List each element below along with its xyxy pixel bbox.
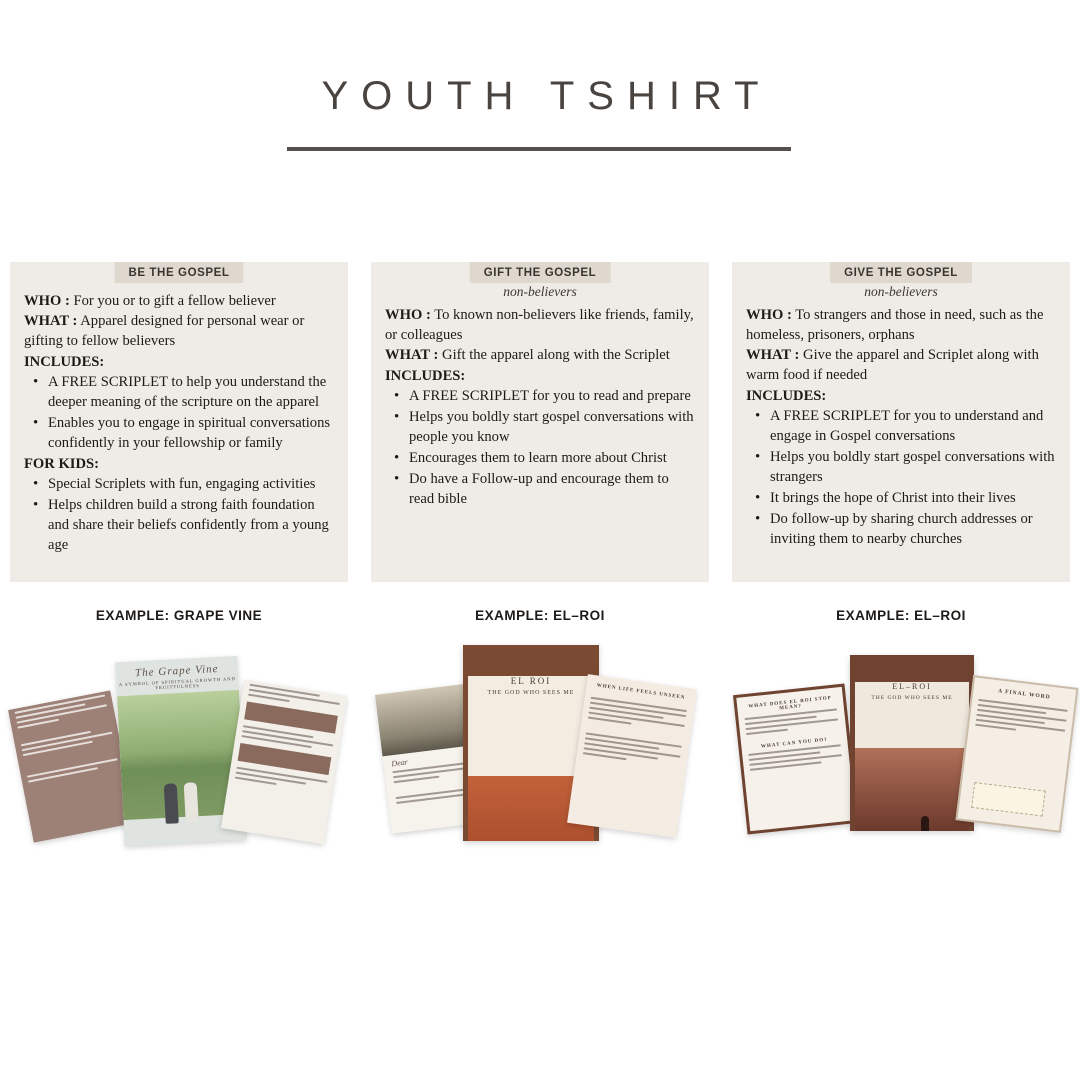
- list-item: • Helps children build a strong faith foundation and share their beliefs confidently from a young age: [46, 496, 334, 556]
- who-text: For you or to gift a fellow believer: [73, 293, 276, 309]
- product-mockup-3: [732, 637, 1070, 897]
- badge-give-the-gospel: GIVE THE GOSPEL: [830, 262, 972, 283]
- what-label: WHAT :: [385, 346, 439, 363]
- silhouette-figure: [921, 816, 929, 831]
- product-mockup-2: [371, 637, 709, 897]
- list-item: • Helps you boldly start gospel conversations with people you know: [407, 408, 695, 448]
- scriplet-inner-card: [567, 674, 697, 838]
- mockup-card-title: The Grape Vine: [134, 662, 219, 680]
- product-mockup-1: [10, 637, 348, 897]
- includes-heading: INCLUDES:: [24, 353, 105, 370]
- who-label: WHO :: [385, 307, 431, 323]
- list-item: • Do follow-up by sharing church addresses or inviting them to nearby churches: [768, 510, 1056, 550]
- includes-heading: INCLUDES:: [385, 367, 466, 384]
- list-item: • Enables you to engage in spiritual conversations confidently in your fellowship or family: [46, 414, 334, 454]
- scriplet-inner-card: [221, 680, 347, 844]
- who-text: To strangers and those in need, such as the homeless, prisoners, orphans: [746, 307, 1044, 343]
- who-line: [24, 292, 334, 312]
- title-divider: [287, 147, 791, 151]
- badge-be-the-gospel: BE THE GOSPEL: [114, 262, 243, 283]
- what-label: WHAT :: [24, 312, 78, 329]
- dashed-note-box: [971, 782, 1046, 817]
- cover-inner: [855, 682, 969, 831]
- who-line: [746, 306, 1056, 346]
- who-label: WHO :: [746, 307, 792, 323]
- list-item: • A FREE SCRIPLET to help you understand the deeper meaning of the scripture on the apparel: [46, 373, 334, 413]
- who-text: To known non-believers like friends, family, or colleagues: [385, 307, 694, 343]
- what-line: [24, 312, 334, 352]
- for-kids-heading: FOR KIDS:: [24, 455, 99, 472]
- example-label-2: EXAMPLE: EL–ROI: [475, 608, 605, 623]
- column-be-the-gospel: [10, 262, 348, 897]
- list-item: • Helps you boldly start gospel conversations with strangers: [768, 448, 1056, 488]
- what-label: WHAT :: [746, 346, 800, 363]
- right-card-heading: A FINAL WORD: [997, 688, 1051, 701]
- scriplet-left-card: [733, 684, 859, 835]
- what-text: Give the apparel and Scriplet along with warm food if needed: [746, 346, 1039, 383]
- what-line: [385, 346, 695, 366]
- includes-heading: INCLUDES:: [746, 387, 827, 404]
- badge-subtitle-give: non-believers: [864, 284, 938, 299]
- includes-list: [24, 373, 334, 454]
- column-gift-the-gospel: [371, 262, 709, 897]
- mockup-card-title: EL ROI: [510, 676, 552, 686]
- left-card-heading-2: WHAT CAN YOU DO?: [760, 737, 828, 750]
- list-item: • Special Scriplets with fun, engaging activities: [46, 475, 334, 495]
- page-title: YOUTH TSHIRT: [321, 74, 772, 118]
- letter-salutation: Dear: [390, 757, 409, 769]
- scriplet-back-card: [8, 690, 136, 842]
- what-line: [746, 346, 1056, 386]
- list-item: • A FREE SCRIPLET for you to understand and engage in Gospel conversations: [768, 407, 1056, 447]
- mockup-card-subtitle: A SYMBOL OF SPIRITUAL GROWTH AND FRUITFULNESS: [118, 676, 236, 691]
- mockup-card-subtitle: THE GOD WHO SEES ME: [871, 695, 953, 701]
- mockup-card-title: EL–ROI: [892, 682, 932, 691]
- list-item: • Do have a Follow-up and encourage them to read bible: [407, 470, 695, 510]
- mockup-card-subtitle: THE GOD WHO SEES ME: [487, 690, 575, 696]
- badge-gift-the-gospel: GIFT THE GOSPEL: [470, 262, 611, 283]
- list-item: • It brings the hope of Christ into their lives: [768, 489, 1056, 509]
- sunset-photo: [855, 748, 969, 831]
- who-label: WHO :: [24, 293, 70, 309]
- list-item: • A FREE SCRIPLET for you to read and prepare: [407, 387, 695, 407]
- panel-be-the-gospel: [10, 262, 348, 582]
- who-line: [385, 306, 695, 346]
- column-give-the-gospel: [732, 262, 1070, 897]
- panel-gift-the-gospel: [371, 262, 709, 582]
- includes-list: [746, 407, 1056, 550]
- for-kids-list: [24, 475, 334, 556]
- left-card-heading-1: WHAT DOES EL ROI STOP MEAN?: [748, 695, 833, 712]
- panel-give-the-gospel: [732, 262, 1070, 582]
- example-label-1: EXAMPLE: GRAPE VINE: [95, 608, 263, 623]
- inner-card-heading: WHEN LIFE FEELS UNSEEN: [596, 683, 686, 701]
- scriplet-cover-card: [850, 655, 974, 831]
- list-item: • Encourages them to learn more about Christ: [407, 449, 695, 469]
- badge-subtitle-gift: non-believers: [503, 284, 577, 299]
- scriplet-right-card: [955, 675, 1078, 833]
- couple-figure: [159, 770, 208, 824]
- example-label-3: EXAMPLE: EL–ROI: [836, 608, 966, 623]
- includes-list: [385, 387, 695, 510]
- columns-container: [0, 262, 1080, 897]
- what-text: Gift the apparel along with the Scriplet: [442, 346, 670, 363]
- what-text: Apparel designed for personal wear or gifting to fellow believers: [24, 312, 305, 349]
